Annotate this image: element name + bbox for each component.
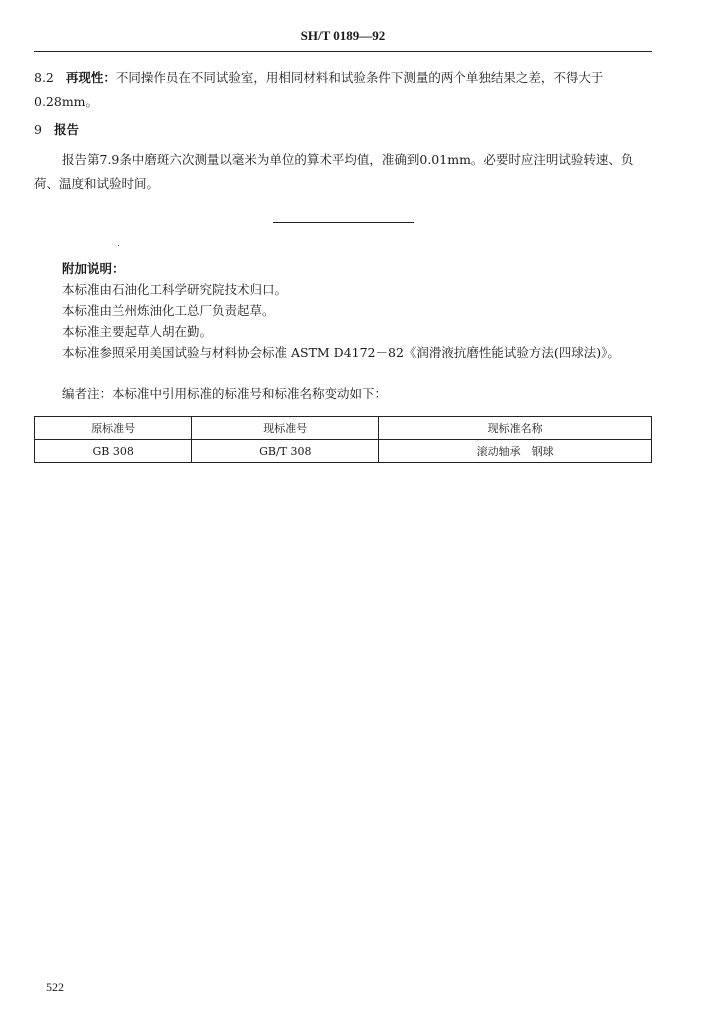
page-number: 522 <box>46 980 64 994</box>
editor-note: 编者注：本标准中引用标准的标准号和标准名称变动如下： <box>62 386 388 401</box>
section-number: 9 <box>34 122 42 137</box>
notes-title: 附加说明： <box>62 261 125 276</box>
notes-line: 本标准由石油化工科学研究院技术归口。 <box>62 282 288 297</box>
header-original-number: 原标准号 <box>35 417 192 440</box>
scan-speck <box>118 245 119 246</box>
header-rule <box>34 51 652 52</box>
report-paragraph: 报告第7.9条中磨斑六次测量以毫米为单位的算术平均值，准确到0.01mm。必要时应注明试验转速、负荷、温度和试验时间。 <box>34 152 634 191</box>
cell-current-number: GB/T 308 <box>192 440 379 463</box>
table-header-row <box>35 417 652 440</box>
table-row <box>35 440 652 463</box>
section-8-2 <box>34 66 652 114</box>
section-divider <box>273 222 414 223</box>
standards-table <box>34 416 652 463</box>
cell-current-name: 滚动轴承 钢球 <box>379 440 652 463</box>
additional-notes <box>62 258 662 363</box>
section-9-heading <box>34 118 652 142</box>
cell-original-number: GB 308 <box>35 440 192 463</box>
section-title: 报告 <box>53 122 79 137</box>
notes-line: 本标准由兰州炼油化工总厂负责起草。 <box>62 303 275 318</box>
section-title: 再现性： <box>65 70 116 85</box>
notes-line: 本标准参照采用美国试验与材料协会标准 ASTM D4172－82《润滑液抗磨性能试验方法(四球法)》。 <box>62 345 620 360</box>
section-number: 8.2 <box>34 70 54 85</box>
section-text: 不同操作员在不同试验室，用相同材料和试验条件下测量的两个单独结果之差，不得大于0.28mm。 <box>34 70 604 109</box>
header-current-name: 现标准名称 <box>379 417 652 440</box>
header-current-number: 现标准号 <box>192 417 379 440</box>
notes-line: 本标准主要起草人胡在勤。 <box>62 324 213 339</box>
document-header: SH/T 0189—92 <box>300 28 386 43</box>
